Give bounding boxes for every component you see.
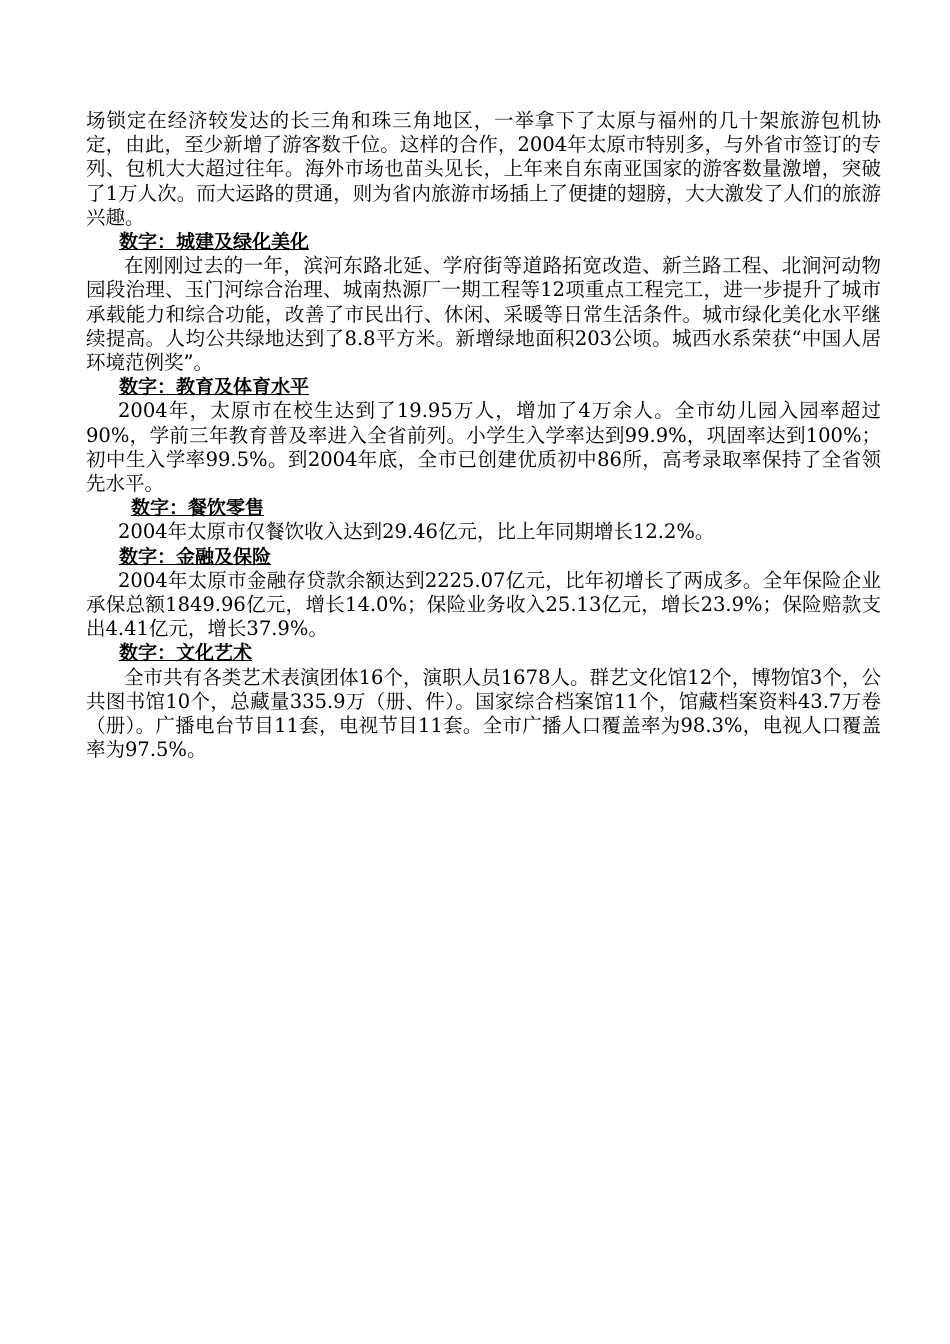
section-body-education-sports: 2004年，太原市在校生达到了19.95万人，增加了4万余人。全市幼儿园入园率超过90%，学前三年教育普及率进入全省前列。小学生入学率达到99.9%，巩固率达到100%；初中生入学率99.5%。到2004年底，全市已创建优质初中86所，高考录取率保持了全省领先水平。	[86, 399, 881, 496]
section-body-finance-insurance: 2004年太原市金融存贷款余额达到2225.07亿元，比年初增长了两成多。全年保险企业承保总额1849.96亿元，增长14.0%；保险业务收入25.13亿元，增长23.9%；保险赔款支出4.41亿元，增长37.9%。	[86, 568, 881, 641]
section-body-catering-retail: 2004年太原市仅餐饮收入达到29.46亿元，比上年同期增长12.2%。	[118, 520, 715, 544]
document-body	[86, 109, 881, 762]
section-heading-finance-insurance: 数字：金融及保险	[119, 545, 272, 568]
section-heading-education-sports: 数字：教育及体育水平	[119, 376, 310, 399]
intro-paragraph: 场锁定在经济较发达的长三角和珠三角地区，一举拿下了太原与福州的几十架旅游包机协定，由此，至少新增了游客数千位。这样的合作，2004年太原市特别多，与外省市签订的专列、包机大大超过往年。海外市场也苗头见长，上年来自东南亚国家的游客数量激增，突破了1万人次。而大运路的贯通，则为省内旅游市场插上了便捷的翅膀，大大激发了人们的旅游兴趣。	[86, 109, 881, 229]
section-body-culture-arts: 全市共有各类艺术表演团体16个，演职人员1678人。群艺文化馆12个，博物馆3个，公共图书馆10个，总藏量335.9万（册、件）。国家综合档案馆11个，馆藏档案资料43.7万卷（册）。广播电台节目11套，电视节目11套。全市广播人口覆盖率为98.3%，电视人口覆盖率为97.5%。	[86, 665, 881, 762]
section-heading-culture-arts: 数字：文化艺术	[119, 642, 253, 665]
section-heading-catering-retail: 数字：餐饮零售	[131, 497, 265, 520]
section-body-urban-greening: 在刚刚过去的一年，滨河东路北延、学府街等道路拓宽改造、新兰路工程、北涧河动物园段治理、玉门河综合治理、城南热源厂一期工程等12项重点工程完工，进一步提升了城市承载能力和综合功能，改善了市民出行、休闲、采暖等日常生活条件。城市绿化美化水平继续提高。人均公共绿地达到了8.8平方米。新增绿地面积203公顷。城西水系荣获“中国人居环境范例奖”。	[86, 254, 881, 375]
section-heading-urban-greening: 数字：城建及绿化美化	[119, 231, 310, 254]
